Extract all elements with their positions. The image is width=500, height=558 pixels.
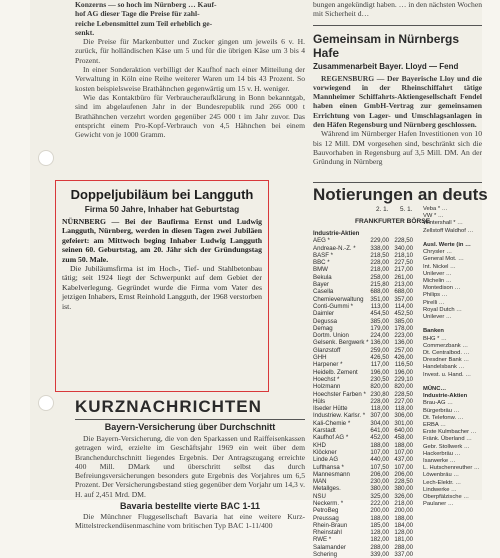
stock-price: 307,00: [370, 412, 389, 420]
stock-name: Karstadt: [313, 427, 336, 435]
stock-side-list: [423, 206, 483, 508]
list-item: Unilever …: [423, 314, 452, 321]
stock-price: 223,00: [394, 332, 413, 340]
stock-price: 228,00: [370, 397, 389, 405]
stock-price: 107,50: [370, 463, 389, 471]
table-row: [313, 412, 413, 419]
stock-price: 116,50: [394, 361, 413, 369]
table-row: [313, 478, 413, 485]
stock-price: 228,00: [370, 259, 389, 267]
stock-price: 107,00: [394, 448, 413, 456]
list-item: Dt. Telefonw. …: [423, 414, 464, 421]
stock-name: AEG *: [313, 237, 330, 245]
table-row: [313, 551, 413, 558]
paragraph: Während im Nürnberger Hafen Investitionen von 10 bis 12 Mill. DM vorgesehen sind, beschränkt sich die Bauvorhaben in Regensburg auf 3,5 Mill. DM. An der Gründung in Nürnberg: [313, 129, 482, 167]
stock-price: 337,00: [394, 551, 413, 558]
stock-price: 188,00: [394, 514, 413, 522]
list-item: Chrysler …: [423, 249, 452, 256]
left-top-heading-line: Konzerns — so hoch im Nürnberg … Kauf-: [75, 0, 217, 9]
stock-name: Conti-Gummi *: [313, 302, 353, 310]
highlight-box: [55, 180, 269, 392]
stock-name: Andreae-N.-Z. *: [313, 244, 356, 252]
stock-name: Lufthansa *: [313, 463, 344, 471]
stock-price: 113,00: [370, 302, 389, 310]
stock-name: Demag: [313, 324, 333, 332]
list-item: Dresdner Bank …: [423, 357, 470, 364]
section-subtitle: Bayern-Versicherung über Durchschnitt: [104, 422, 276, 432]
stock-price: 136,00: [370, 339, 389, 347]
stock-price: 641,00: [370, 427, 389, 435]
left-top-body: [75, 37, 305, 139]
list-item: Banken: [423, 328, 444, 335]
stock-price: 228,50: [394, 390, 413, 398]
table-row: [313, 347, 413, 354]
stock-price: 259,00: [370, 346, 389, 354]
table-row: [313, 493, 413, 500]
list-item: Philips …: [423, 292, 448, 299]
article-title: Doppeljubiläum bei Langguth: [70, 187, 254, 202]
table-row: [313, 515, 413, 522]
stock-price: 357,00: [394, 295, 413, 303]
stock-name: Salamander: [313, 543, 346, 551]
table-row: [313, 398, 413, 405]
table-row: [313, 471, 413, 478]
stock-name: Rhein-Braun: [313, 521, 348, 529]
stock-price: 258,00: [370, 273, 389, 281]
table-row: [313, 536, 413, 543]
table-row: [313, 332, 413, 339]
list-item: Oberpfälzische …: [423, 494, 470, 501]
list-item: Lindwerke …: [423, 486, 457, 493]
stock-price: 128,00: [370, 529, 389, 537]
stock-price: 224,00: [370, 332, 389, 340]
stock-price: 229,00: [370, 237, 389, 245]
list-item: VW * …: [423, 213, 444, 220]
stock-price: 229,10: [394, 375, 413, 383]
punch-hole: [38, 395, 54, 411]
list-item: ERBA …: [423, 422, 446, 429]
stock-price: 117,00: [370, 361, 389, 369]
paragraph: Die Münchner Fluggesellschaft Bavaria hat eine weitere Kurz-Mittelstreckendüsenmaschine vom britischen Typ BAC 1-11/400: [75, 512, 305, 531]
stock-price: 426,50: [370, 354, 389, 362]
list-item: Wintershall * …: [423, 220, 463, 227]
table-row: [313, 369, 413, 376]
stock-price: 222,00: [370, 499, 389, 507]
stock-name: Hüls: [313, 397, 326, 405]
list-item: Bürgerbräu …: [423, 407, 460, 414]
stock-price: 261,00: [394, 273, 413, 281]
stock-price: 426,00: [394, 354, 413, 362]
list-item: Veba * …: [423, 206, 448, 212]
table-row: [313, 485, 413, 492]
list-item: Invest. u. Hand. …: [423, 371, 472, 378]
list-item: Handelsbank …: [423, 364, 465, 371]
stock-name: Hoechst *: [313, 375, 340, 383]
stock-price: 118,00: [394, 405, 413, 413]
list-item: BHG * …: [423, 335, 447, 342]
table-row: [313, 434, 413, 441]
stock-name: Dortm. Union: [313, 332, 349, 340]
article-body: Die Jubiläumsfirma ist im Hoch-, Tief- und Stahlbetonbau tätig; seit 1924 liegt der Schwerpunkt auf dem Gebiet der Kabelverlegung. Gegründet wurde die Firma vom Vater des jetzigen Inhabers, Ernst Reinhold Langguth, der 1968 verstorben ist.: [62, 264, 262, 311]
stock-name: Mannesmann: [313, 470, 350, 478]
table-row: [313, 361, 413, 368]
section-label: Industrie-Aktien: [313, 230, 360, 237]
stock-price: 339,00: [370, 551, 389, 558]
stock-price: 188,00: [394, 441, 413, 449]
list-item: Brau-AG …: [423, 400, 453, 407]
paragraph: In einer Sonderaktion verbilligt der Kaufhof nach einer Mitteilung der Verwaltung in Köln eine Reihe weiterer Waren um 14 bis 43 Prozent. So kosten beispielsweise Brathähnchen gegenwärtig um 15 v. H. weniger.: [75, 65, 305, 93]
left-top-line: reiche Lebensmittel zum Teil erheblich ge-: [75, 18, 213, 28]
list-item: Hackerbräu …: [423, 450, 461, 457]
stock-price: 385,00: [370, 317, 389, 325]
list-item: Paulaner …: [423, 501, 454, 508]
stock-name: Gelsenk. Bergwerk *: [313, 339, 369, 347]
list-item: Fränk. Überland …: [423, 436, 472, 443]
list-item: Michelin …: [423, 278, 452, 285]
list-item: Montedison …: [423, 285, 461, 292]
stock-price: 688,00: [394, 288, 413, 296]
stock-price: 338,00: [370, 244, 389, 252]
list-item: Int. Nickel …: [423, 263, 456, 270]
stock-name: Bekula: [313, 273, 332, 281]
stock-price: 304,00: [370, 419, 389, 427]
market-title: Notierungen an deuts: [313, 185, 488, 204]
stock-price: 306,00: [394, 412, 413, 420]
table-row: [313, 420, 413, 427]
stock-price: 181,00: [394, 536, 413, 544]
stock-price: 206,00: [394, 470, 413, 478]
stock-price: 454,50: [370, 310, 389, 318]
table-row: [313, 529, 413, 536]
list-item: Industrie-Aktien: [423, 393, 468, 400]
table-row: [313, 303, 413, 310]
stock-price: 114,00: [394, 302, 413, 310]
list-item: [423, 235, 483, 242]
article-subtitle: Firma 50 Jahre, Inhaber hat Geburtstag: [84, 204, 240, 214]
stock-price: 326,00: [394, 492, 413, 500]
table-row: [313, 507, 413, 514]
list-item: Zellstoff Waldhof …: [423, 227, 474, 234]
table-row: [313, 245, 413, 252]
stock-name: BMW: [313, 266, 328, 274]
table-row: [313, 405, 413, 412]
list-item: L. Hutschenreuther …: [423, 465, 480, 472]
stock-price: 188,00: [370, 514, 389, 522]
stock-price: 182,00: [370, 536, 389, 544]
stock-price: 218,00: [394, 499, 413, 507]
list-item: [423, 379, 483, 386]
stock-price: 325,00: [370, 492, 389, 500]
table-row: [313, 325, 413, 332]
table-row: [313, 339, 413, 346]
table-row: [313, 427, 413, 434]
list-item: Commerzbank …: [423, 342, 469, 349]
stock-price: 227,00: [394, 397, 413, 405]
stock-name: Hoechster Farben *: [313, 390, 366, 398]
stock-price: 288,00: [370, 543, 389, 551]
table-row: [313, 442, 413, 449]
table-row: [313, 274, 413, 281]
stock-price: 185,00: [370, 521, 389, 529]
exchange-name: FRANKFURTER BÖRSE: [355, 218, 431, 225]
stock-price: 452,00: [370, 434, 389, 442]
stock-name: PetroBeg: [313, 507, 339, 515]
stock-name: RWE *: [313, 536, 332, 544]
newspaper-clipping: [30, 0, 488, 558]
stock-price: 107,00: [370, 448, 389, 456]
list-item: General Mot. …: [423, 256, 464, 263]
list-item: Royal Dutch …: [423, 306, 462, 313]
paragraph: Die Preise für Markenbutter und Zucker gingen um jeweils 6 v. H. zurück, für holländischen Käse um 5 und für die übrigen Käse um 3 bis 4 Prozent.: [75, 37, 305, 65]
table-row: [313, 522, 413, 529]
stock-price: 640,00: [394, 427, 413, 435]
stock-price: 301,00: [394, 419, 413, 427]
stock-name: BASF *: [313, 251, 333, 259]
stock-price: 340,00: [394, 244, 413, 252]
stock-price: 230,80: [370, 390, 389, 398]
stock-name: Casella: [313, 288, 334, 296]
paragraph: Wie das Kontaktbüro für Verbraucheraufklärung in Bonn bekanntgab, sind im abgelaufenen Jahr in der Bundesrepublik rund 266 000 t Brathähnchen verzehrt worden gegenüber 245 000 t im Jahr zuvor. Das entspricht einem Pro-Kopf-Verbrauch von 4,5 Hähnchen bei einem Gewicht von je 1000 Gramm.: [75, 92, 305, 140]
list-item: Gebr. Stollwerk …: [423, 443, 470, 450]
stock-price: 213,00: [394, 281, 413, 289]
stock-price: 188,00: [370, 441, 389, 449]
table-row: [313, 259, 413, 266]
stock-price: 440,00: [370, 456, 389, 464]
table-row: [313, 391, 413, 398]
table-row: [313, 354, 413, 361]
stock-name: Chemieverwaltung: [313, 295, 364, 303]
stock-price: 452,50: [394, 310, 413, 318]
stock-name: Bayer: [313, 281, 329, 289]
table-row: [313, 318, 413, 325]
stock-price: 200,00: [370, 507, 389, 515]
stock-name: Industriew. Karlsr. *: [313, 412, 366, 420]
stock-name: Harpener *: [313, 361, 343, 369]
divider: [75, 419, 305, 420]
section-title: KURZNACHRICHTEN: [75, 397, 262, 416]
stock-price: 380,00: [394, 485, 413, 493]
list-item: Unilever …: [423, 270, 452, 277]
stock-price: 128,00: [394, 529, 413, 537]
divider: [313, 25, 482, 26]
stock-price: 230,50: [370, 375, 389, 383]
stock-price: 458,00: [394, 434, 413, 442]
stock-name: Klöckner: [313, 448, 337, 456]
stock-name: Metallges.: [313, 485, 341, 493]
article-lead: NÜRNBERG — Bei der Baufirma Ernst und Ludwig Langguth, Nürnberg, werden in diesen Tagen zwei Jubiläen gefeiert: am Mittwoch beging Inhaber Ludwig Langguth seinen 60. Geburtstag, am 20. Jähr sich der Gründungstag zum 50. Male.: [62, 217, 262, 264]
list-item: Ausl. Werte (in …: [423, 242, 471, 248]
stock-price: 820,00: [370, 383, 389, 391]
table-row: [313, 237, 413, 244]
table-row: [313, 310, 413, 317]
stock-name: Schering: [313, 551, 338, 558]
article-subheading: Zusammenarbeit Bayer. Lloyd — Fend: [313, 61, 459, 71]
table-row: [313, 456, 413, 463]
stock-price: 437,00: [394, 456, 413, 464]
stock-name: MAN: [313, 478, 327, 486]
list-item: Löwenbräu …: [423, 472, 460, 479]
article-heading: Gemeinsam in Nürnbergs Hafe: [313, 31, 460, 60]
right-top-article: [313, 0, 482, 175]
stock-name: Heidelb. Zement: [313, 368, 358, 376]
table-row: [313, 544, 413, 551]
stock-price: 118,00: [370, 405, 389, 413]
stock-price: 288,00: [394, 543, 413, 551]
left-top-line: senkt.: [75, 27, 95, 37]
table-row: [313, 500, 413, 507]
table-row: [313, 376, 413, 383]
market-section-header: [313, 180, 488, 205]
stock-name: Ilseder Hütte: [313, 405, 348, 413]
stock-name: Kaufhof AG *: [313, 434, 349, 442]
list-item: Isarwerke …: [423, 458, 456, 465]
table-row: [313, 288, 413, 295]
stock-price: 179,00: [370, 324, 389, 332]
stock-price: 230,00: [370, 478, 389, 486]
left-top-article: [75, 0, 305, 139]
stock-price: 688,00: [370, 288, 389, 296]
table-row: [313, 296, 413, 303]
news-heading: Bavaria bestellte vierte BAC 1-11: [119, 501, 261, 512]
table-row: [313, 281, 413, 288]
paragraph: REGENSBURG — Der Bayerische Lloy und die vorwiegend in der Rheinschiffahrt tätige Mannheimer Schiffahrts-Aktiengesellschaft Fendel haben einen GmbH-Vertrag zur gemeinsamen Errichtung von Lager- und Umschlagsanlagen in den Häfen Regensburg und Nürnberg geschlossen.: [313, 73, 482, 130]
stock-price: 385,00: [394, 317, 413, 325]
stock-price: 178,00: [394, 324, 413, 332]
table-section: [313, 230, 413, 237]
stock-name: Linde AG: [313, 456, 339, 464]
stock-name: Rheinstahl: [313, 529, 342, 537]
date-header: 5. 1.: [400, 206, 413, 213]
list-item: Pirelli …: [423, 299, 445, 306]
stock-name: Preussag: [313, 514, 339, 522]
left-top-line: hof AG dieser Tage die Preise für zahl-: [75, 9, 200, 19]
stock-name: NSU: [313, 492, 326, 500]
divider: [313, 182, 482, 183]
list-item: Lech-Elektr. …: [423, 479, 462, 486]
paragraph: Die Bayern-Versicherung, die von den Sparkassen und Raiffeisenkassen getragen wird, erzielte im Geschäftsjahr 1969 ein weit über dem Branchendurchschnitt liegendes Ergebnis. Der Antragszugang erreichte 400 Mill. DMark und überschritt selbst das durch Befreiungsversicherungen besonders gute Ergebnis des Vorjahres um 6,5 Prozent. Der Versicherungsbestand stieg gegenüber dem Vorjahr um 14,3 v. H. auf 2,451 Mrd. DM.: [75, 434, 305, 499]
stock-price: 218,10: [394, 251, 413, 259]
stock-name: GHH: [313, 354, 327, 362]
stock-price: 228,50: [394, 478, 413, 486]
right-intro: bungen angekündigt haben. … in den nächsten Wochen mit Sicherheit d…: [313, 0, 482, 19]
stock-name: BBC *: [313, 259, 330, 267]
stock-price: 820,00: [394, 383, 413, 391]
stock-table: [313, 230, 413, 558]
stock-name: Kali-Chemie *: [313, 419, 351, 427]
short-news-section: [75, 397, 305, 531]
stock-name: Degussa: [313, 317, 338, 325]
list-item: MÜNC…: [423, 386, 447, 393]
stock-name: Glanzstoff: [313, 346, 341, 354]
stock-price: 200,00: [394, 507, 413, 515]
stock-price: 218,50: [370, 251, 389, 259]
stock-price: 380,00: [370, 485, 389, 493]
list-item: Erste Kulmbacher …: [423, 429, 477, 436]
table-row: [313, 383, 413, 390]
stock-name: KHD: [313, 441, 326, 449]
list-item: Dt. Centralbod. …: [423, 350, 470, 357]
stock-price: 228,50: [394, 237, 413, 245]
stock-name: Holzmann: [313, 383, 341, 391]
table-row: [313, 252, 413, 259]
stock-name: Daimler: [313, 310, 334, 318]
list-item: [423, 321, 483, 328]
stock-price: 218,00: [370, 266, 389, 274]
stock-price: 217,00: [394, 266, 413, 274]
stock-price: 107,00: [394, 463, 413, 471]
stock-price: 196,00: [394, 368, 413, 376]
punch-hole: [38, 150, 54, 166]
stock-price: 257,00: [394, 346, 413, 354]
stock-name: Neckerm. *: [313, 499, 344, 507]
table-row: [313, 449, 413, 456]
stock-price: 184,00: [394, 521, 413, 529]
date-header: 2. 1.: [376, 206, 389, 213]
stock-price: 227,50: [394, 259, 413, 267]
stock-price: 351,00: [370, 295, 389, 303]
stock-price: 206,00: [370, 470, 389, 478]
stock-price: 215,80: [370, 281, 389, 289]
table-row: [313, 464, 413, 471]
table-row: [313, 266, 413, 273]
stock-price: 136,00: [394, 339, 413, 347]
stock-price: 196,00: [370, 368, 389, 376]
